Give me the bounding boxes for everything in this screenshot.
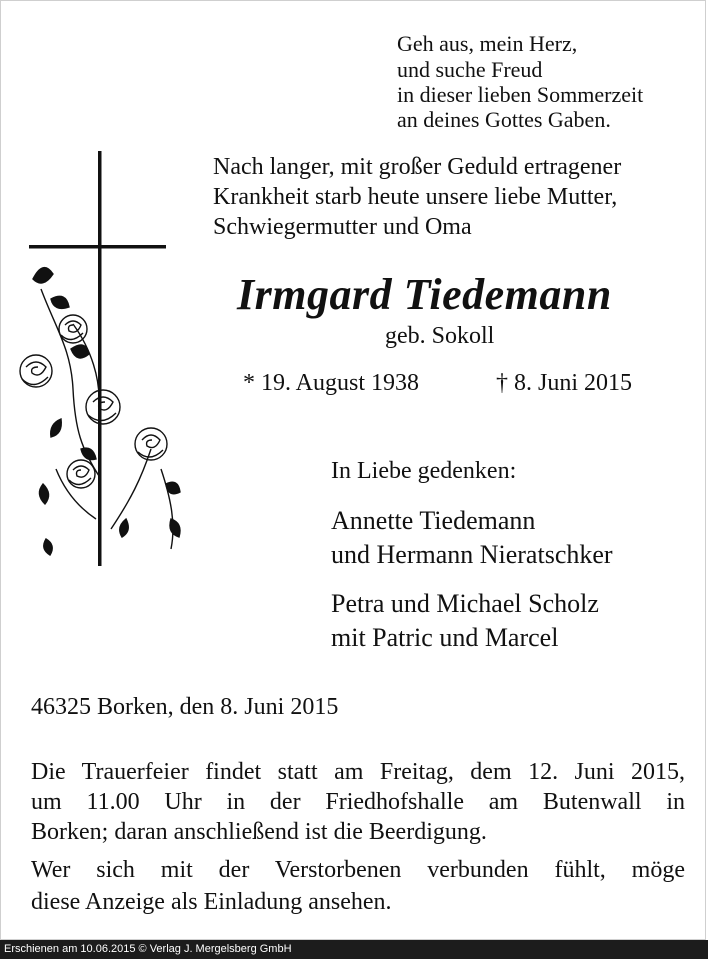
invitation-line: diese Anzeige als Einladung ansehen. (31, 889, 392, 915)
mourner-line: Petra und Michael Scholz (331, 589, 599, 618)
funeral-line: Die Trauerfeier findet statt am Freitag, dem 12. Juni 2015, (31, 759, 685, 785)
poem-line: an deines Gottes Gaben. (397, 107, 611, 132)
mourners-heading: In Liebe gedenken: (331, 458, 517, 484)
intro-line: Nach langer, mit großer Geduld ertragener (213, 154, 622, 180)
birth-date: * 19. August 1938 (243, 370, 420, 396)
funeral-line: um 11.00 Uhr in der Friedhofshalle am Butenwall in (31, 789, 685, 815)
invitation-line: Wer sich mit der Verstorbenen verbunden fühlt, möge (31, 857, 685, 883)
place-date: 46325 Borken, den 8. Juni 2015 (31, 694, 339, 720)
poem-line: in dieser lieben Sommerzeit (397, 82, 644, 107)
death-date: † 8. Juni 2015 (496, 370, 633, 396)
cross-with-roses-icon (11, 149, 191, 574)
publication-footer: Erschienen am 10.06.2015 © Verlag J. Mergelsberg GmbH (0, 940, 708, 959)
deceased-name: Irmgard Tiedemann (237, 270, 612, 319)
birth-name: geb. Sokoll (385, 323, 495, 349)
mourner-line: Annette Tiedemann (331, 506, 536, 535)
poem-line: und suche Freud (397, 57, 543, 82)
intro-line: Krankheit starb heute unsere liebe Mutter, (213, 184, 618, 210)
funeral-line: Borken; daran anschließend ist die Beerdigung. (31, 819, 487, 845)
poem-line: Geh aus, mein Herz, (397, 31, 578, 56)
intro-line: Schwiegermutter und Oma (213, 214, 472, 240)
mourner-line: und Hermann Nieratschker (331, 540, 613, 569)
mourner-line: mit Patric und Marcel (331, 623, 559, 652)
